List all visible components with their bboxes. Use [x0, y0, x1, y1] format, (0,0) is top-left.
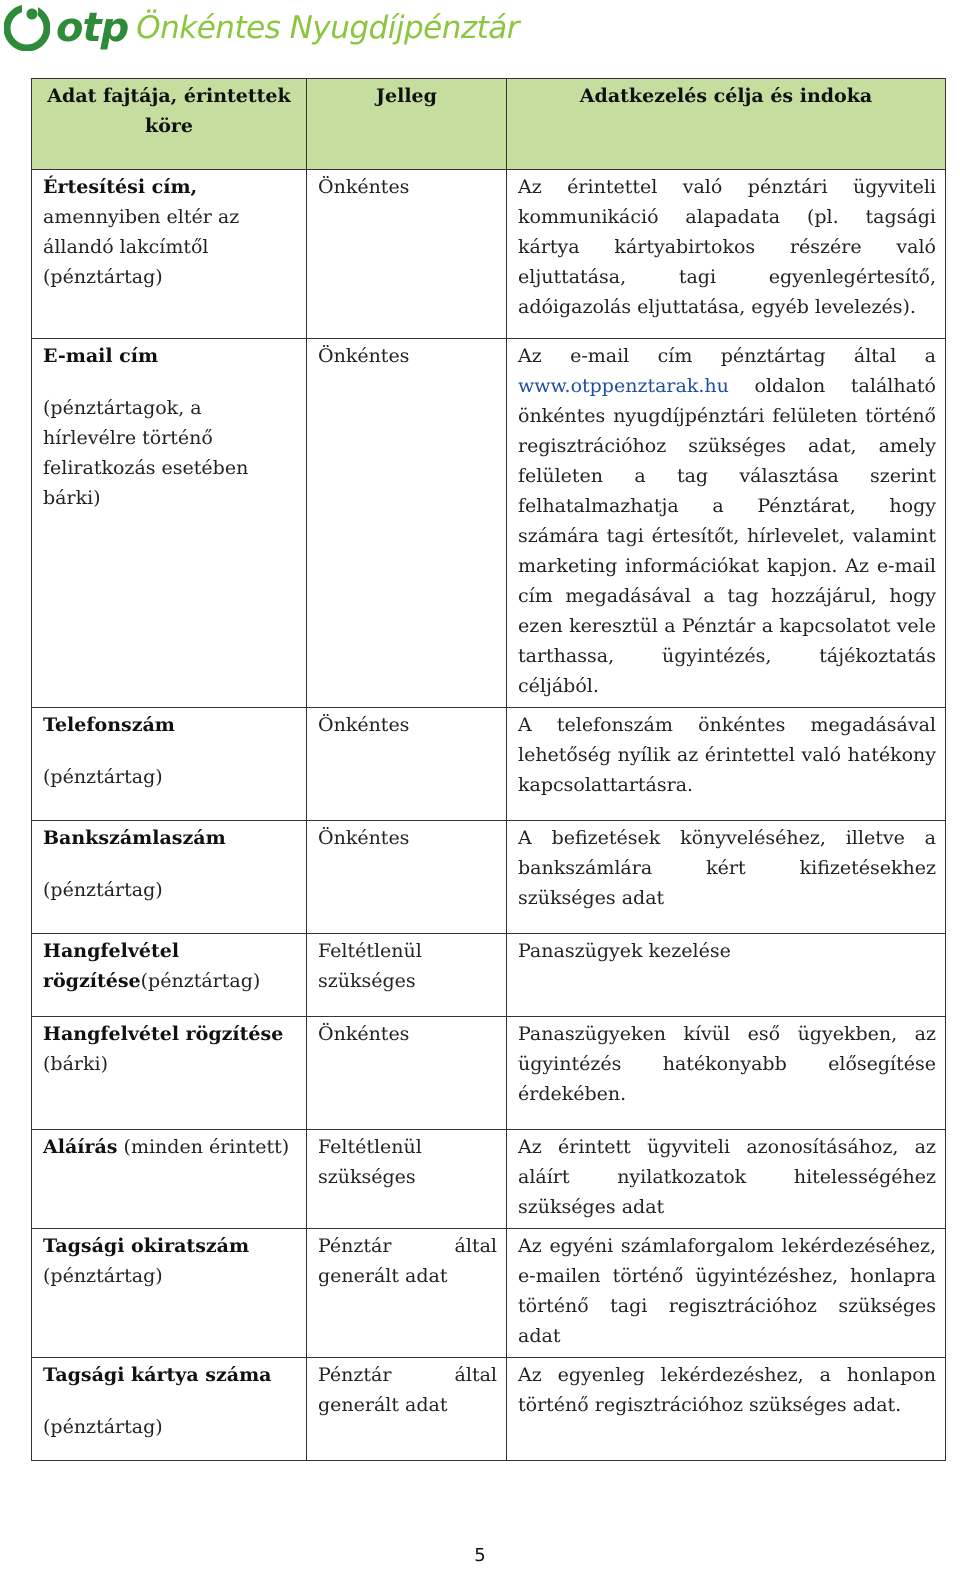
table-row [32, 821, 946, 934]
nature-cell: Önkéntes [307, 821, 507, 934]
data-type-title: Értesítési cím, [43, 176, 198, 198]
data-type-title: Hangfelvétel rögzítése [43, 1023, 284, 1045]
data-type-cell [32, 1017, 307, 1130]
data-type-cell [32, 708, 307, 821]
purpose-cell: Az érintettel való pénztári ügyviteli kommunikáció alapadata (pl. tagsági kártya kártyabirtokos részére való eljuttatása, tagi egyenlegértesítő, adóigazolás eljuttatása, egyéb levelezés). [507, 170, 946, 339]
data-type-title: Hangfelvétel rögzítése [43, 940, 180, 992]
purpose-text-start: Az e-mail cím pénztártag által a [518, 345, 936, 367]
column-header-data-type: Adat fajtája, érintettek köre [32, 79, 307, 170]
data-type-title: Tagsági okiratszám [43, 1235, 250, 1257]
purpose-cell: Az érintett ügyviteli azonosításához, az aláírt nyilatkozatok hitelességéhez szükséges adat [507, 1130, 946, 1229]
nature-cell: Önkéntes [307, 339, 507, 708]
header-logo [4, 2, 519, 54]
data-type-subtitle: (pénztártagok, a hírlevélre történő feliratkozás esetében bárki) [43, 397, 249, 509]
logo-brand: otp [56, 5, 129, 51]
data-type-title: E-mail cím [43, 345, 159, 367]
data-type-cell [32, 1229, 307, 1358]
table-row [32, 934, 946, 1017]
website-link[interactable]: www.otppenztarak.hu [518, 375, 729, 397]
table-row [32, 339, 946, 708]
nature-cell: Önkéntes [307, 708, 507, 821]
data-type-subtitle: (pénztártag) [43, 879, 163, 901]
data-type-title: Telefonszám [43, 714, 175, 736]
data-type-subtitle: (minden érintett) [117, 1136, 290, 1158]
table-row [32, 1358, 946, 1461]
table-header-row [32, 79, 946, 170]
data-type-subtitle: (pénztártag) [43, 766, 163, 788]
nature-cell: Önkéntes [307, 170, 507, 339]
nature-cell: Feltétlenül szükséges [307, 934, 507, 1017]
data-type-cell [32, 934, 307, 1017]
table-row [32, 708, 946, 821]
data-type-cell [32, 821, 307, 934]
purpose-text-end: oldalon található önkéntes nyugdíjpénztári felületen történő regisztrációhoz szükséges adat, amely felületen a tag választása szerint felhatalmazhatja a Pénztárat, hogy számára tagi értesítőt, hírlevelet, valamint marketing információkat kapjon. Az e-mail cím megadásával a tag hozzájárul, hogy ezen keresztül a Pénztár a kapcsolatot vele tarthassa, ügyintézés, tájékoztatás céljából. [518, 375, 936, 697]
table-row [32, 1130, 946, 1229]
data-type-cell [32, 1358, 307, 1461]
nature-cell: Pénztár által generált adat [307, 1358, 507, 1461]
data-type-title: Bankszámlaszám [43, 827, 226, 849]
purpose-cell: Panaszügyeken kívül eső ügyekben, az ügyintézés hatékonyabb elősegítése érdekében. [507, 1017, 946, 1130]
data-type-subtitle: (pénztártag) [43, 1265, 163, 1287]
table-row [32, 170, 946, 339]
purpose-cell: Panaszügyek kezelése [507, 934, 946, 1017]
purpose-cell: Az egyenleg lekérdezéshez, a honlapon történő regisztrációhoz szükséges adat. [507, 1358, 946, 1461]
data-processing-table [31, 78, 946, 1461]
data-type-subtitle: (pénztártag) [140, 970, 261, 992]
data-type-cell [32, 339, 307, 708]
nature-cell: Pénztár által generált adat [307, 1229, 507, 1358]
data-type-subtitle: amennyiben eltér az állandó lakcímtől (pénztártag) [43, 206, 240, 288]
data-type-cell [32, 170, 307, 339]
nature-cell: Önkéntes [307, 1017, 507, 1130]
column-header-nature: Jelleg [307, 79, 507, 170]
page-number: 5 [474, 1545, 486, 1566]
otp-logo-icon [4, 5, 50, 51]
table-row [32, 1229, 946, 1358]
purpose-cell: A telefonszám önkéntes megadásával lehetőség nyílik az érintettel való hatékony kapcsolattartásra. [507, 708, 946, 821]
column-header-purpose: Adatkezelés célja és indoka [507, 79, 946, 170]
data-type-cell [32, 1130, 307, 1229]
data-type-subtitle: (bárki) [43, 1053, 108, 1075]
data-type-title: Aláírás [43, 1136, 118, 1158]
data-type-title: Tagsági kártya száma [43, 1364, 272, 1386]
table-row [32, 1017, 946, 1130]
data-type-subtitle: (pénztártag) [43, 1416, 163, 1438]
purpose-cell: Az egyéni számlaforgalom lekérdezéséhez, e-mailen történő ügyintézéshez, honlapra történő tagi regisztrációhoz szükséges adat [507, 1229, 946, 1358]
logo-name: Önkéntes Nyugdíjpénztár [136, 9, 520, 46]
nature-cell: Feltétlenül szükséges [307, 1130, 507, 1229]
purpose-cell [507, 339, 946, 708]
purpose-cell: A befizetések könyveléséhez, illetve a bankszámlára kért kifizetésekhez szükséges adat [507, 821, 946, 934]
